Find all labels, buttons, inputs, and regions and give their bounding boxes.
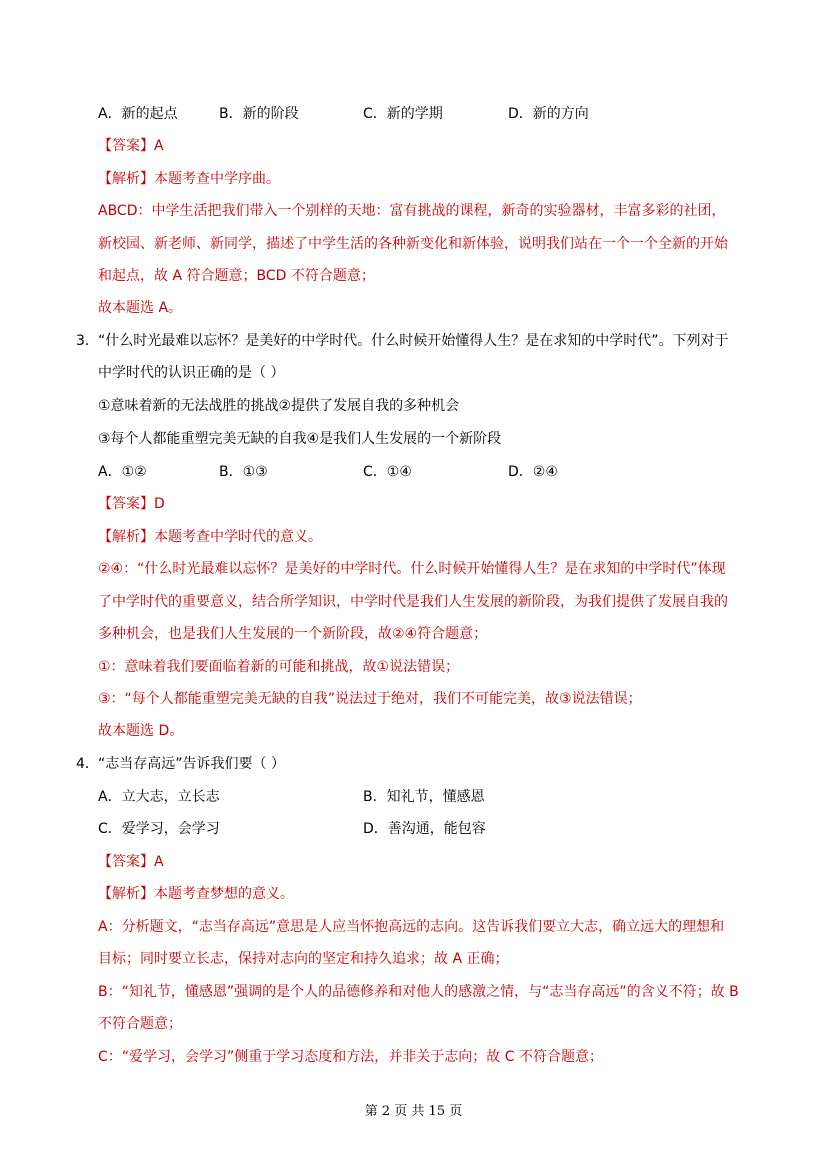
q3-number: 3．: [76, 333, 99, 349]
q2-analysis-line: 新校园、新老师、新同学，描述了中学生活的各种新变化和新体验，说明我们站在一个一个全新的开始: [98, 236, 728, 252]
q2-option-c: C．新的学期: [363, 106, 443, 122]
q3-answer: 【答案】D: [98, 496, 165, 512]
q4-option-c: C．爱学习，会学习: [98, 821, 220, 837]
q3-conclusion: 故本题选 D。: [98, 723, 184, 739]
q3-statement: ③每个人都能重塑完美无缺的自我④是我们人生发展的一个新阶段: [98, 431, 502, 447]
q3-option-b: B．①③: [219, 464, 268, 480]
q4-analysis-line: C：“爱学习，会学习”侧重于学习态度和方法，并非关于志向；故 C 不符合题意；: [98, 1049, 603, 1065]
page-footer: 第 2 页 共 15 页: [364, 1104, 463, 1119]
q3-analysis-line: ②④：“什么时光最难以忘怀？是美好的中学时代。什么时候开始懂得人生？是在求知的中学时代”体现: [98, 561, 726, 577]
q2-option-b: B．新的阶段: [219, 106, 299, 122]
q2-option-a: A．新的起点: [98, 106, 178, 122]
q4-number: 4．: [76, 756, 99, 772]
q4-analysis-line: A：分析题文，“志当存高远”意思是人应当怀抱高远的志向。这告诉我们要立大志，确立远大的理想和: [98, 919, 725, 935]
q2-analysis-line: ABCD：中学生活把我们带入一个别样的天地：富有挑战的课程，新奇的实验器材，丰富多彩的社团，: [98, 203, 726, 219]
q4-analysis-title: 【解析】本题考查梦想的意义。: [98, 886, 294, 902]
q2-answer: 【答案】A: [98, 138, 164, 154]
q3-stem-line: “什么时光最难以忘怀？是美好的中学时代。什么时候开始懂得人生？是在求知的中学时代”。下列对于: [98, 333, 729, 349]
q2-conclusion: 故本题选 A。: [98, 300, 183, 316]
q3-option-d: D．②④: [508, 464, 558, 480]
q2-option-d: D．新的方向: [508, 106, 589, 122]
q3-option-a: A．①②: [98, 464, 147, 480]
q4-option-b: B．知礼节，懂感恩: [363, 789, 485, 805]
q4-analysis-line: 不符合题意；: [98, 1016, 182, 1032]
q4-option-d: D．善沟通，能包容: [363, 821, 486, 837]
q2-analysis-title: 【解析】本题考查中学序曲。: [98, 171, 280, 187]
q2-analysis-line: 和起点，故 A 符合题意；BCD 不符合题意；: [98, 268, 375, 284]
q3-option-c: C．①④: [363, 464, 412, 480]
q4-analysis-line: B：“知礼节，懂感恩”强调的是个人的品德修养和对他人的感激之情，与“志当存高远”的含义不符；故 B: [98, 984, 739, 1000]
q3-analysis-line: ①：意味着我们要面临着新的可能和挑战，故①说法错误；: [98, 659, 460, 675]
q3-analysis-line: ③：“每个人都能重塑完美无缺的自我”说法过于绝对，我们不可能完美，故③说法错误；: [98, 691, 642, 707]
q3-statement: ①意味着新的无法战胜的挑战②提供了发展自我的多种机会: [98, 398, 460, 414]
q3-stem-line: 中学时代的认识正确的是（ ）: [98, 365, 285, 381]
q4-option-a: A．立大志，立长志: [98, 789, 220, 805]
q4-answer: 【答案】A: [98, 854, 164, 870]
q3-analysis-line: 了中学时代的重要意义，结合所学知识，中学时代是我们人生发展的新阶段，为我们提供了发展自我的: [98, 594, 728, 610]
q3-analysis-line: 多种机会，也是我们人生发展的一个新阶段，故②④符合题意；: [98, 626, 488, 642]
q4-analysis-line: 目标；同时要立长志，保持对志向的坚定和持久追求；故 A 正确；: [98, 951, 509, 967]
q4-stem: “志当存高远”告诉我们要（ ）: [98, 756, 285, 772]
q3-analysis-title: 【解析】本题考查中学时代的意义。: [98, 529, 322, 545]
